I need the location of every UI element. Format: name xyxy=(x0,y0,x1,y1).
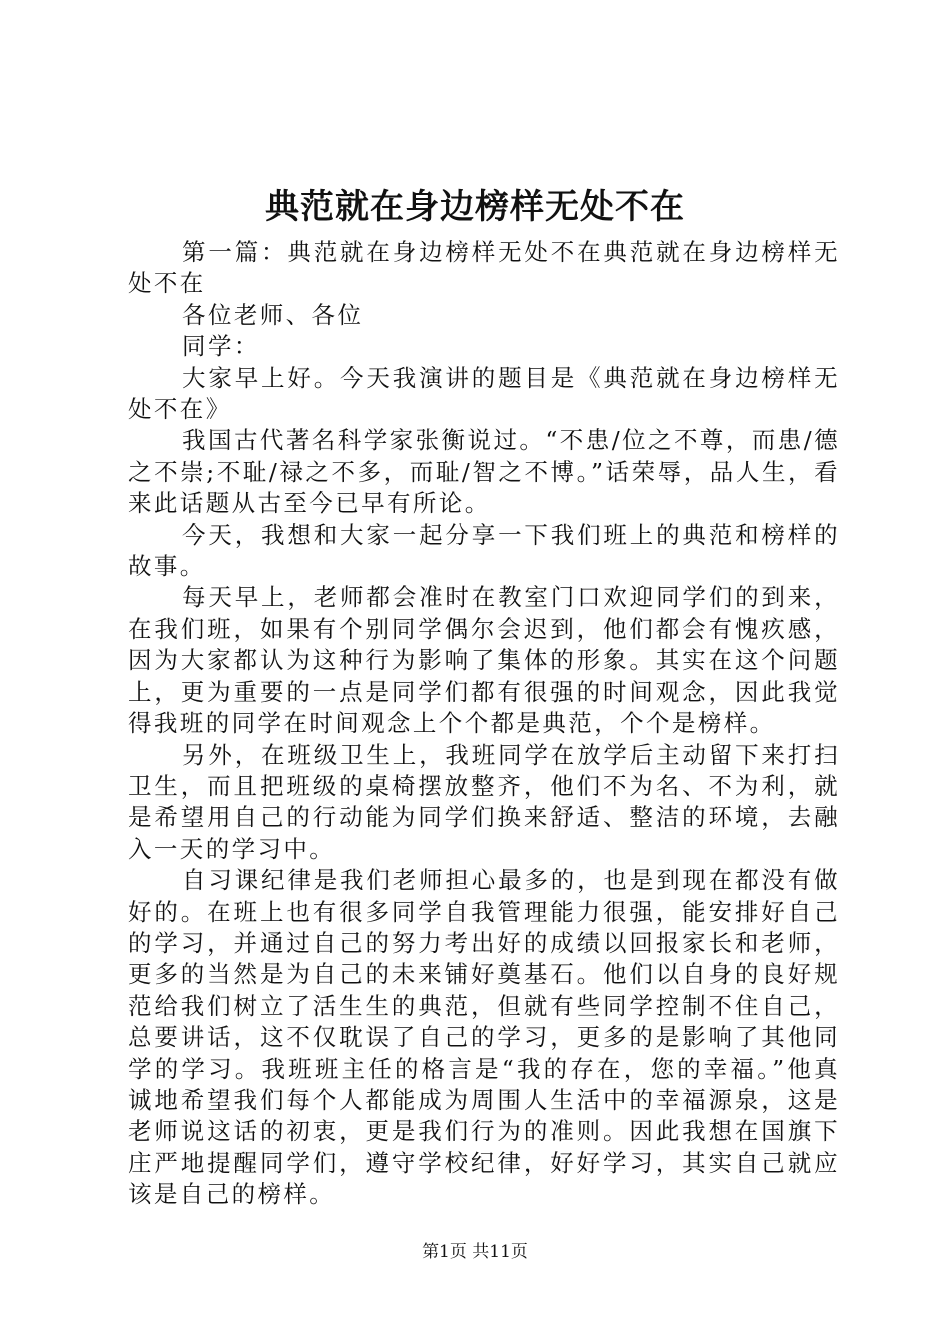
paragraph: 大家早上好。今天我演讲的题目是《典范就在身边榜样无处不在》 xyxy=(128,363,840,424)
paragraph: 第一篇：典范就在身边榜样无处不在典范就在身边榜样无处不在 xyxy=(128,238,840,298)
paragraph: 每天早上，老师都会准时在教室门口欢迎同学们的到来，在我们班，如果有个别同学偶尔会迟到，他们都会有愧疚感，因为大家都认为这种行为影响了集体的形象。其实在这个问题上，更为重要的一点是同学们都有很强的时间观念，因此我觉得我班的同学在时间观念上个个都是典范，个个是榜样。 xyxy=(128,583,840,738)
page-footer xyxy=(0,1240,950,1264)
paragraph: 同学： xyxy=(182,332,260,361)
document-title: 典范就在身边榜样无处不在 xyxy=(265,187,685,227)
paragraph: 今天，我想和大家一起分享一下我们班上的典范和榜样的故事。 xyxy=(128,520,840,581)
paragraph: 另外，在班级卫生上，我班同学在放学后主动留下来打扫卫生，而且把班级的桌椅摆放整齐，他们不为名、不为利，就是希望用自己的行动能为同学们换来舒适、整洁的环境，去融入一天的学习中。 xyxy=(128,740,840,863)
document-body xyxy=(128,237,840,1211)
paragraph: 自习课纪律是我们老师担心最多的，也是到现在都没有做好的。在班上也有很多同学自我管理能力很强，能安排好自己的学习，并通过自己的努力考出好的成绩以回报家长和老师，更多的当然是为自己的未来铺好奠基石。他们以自身的良好规范给我们树立了活生生的典范，但就有些同学控制不住自己，总要讲话，这不仅耽误了自己的学习，更多的是影响了其他同学的学习。我班班主任的格言是“我的存在，您的幸福。”他真诚地希望我们每个人都能成为周围人生活中的幸福源泉，这是老师说这话的初衷，更是我们行为的准则。因此我想在国旗下庄严地提醒同学们，遵守学校纪律，好好学习，其实自己就应该是自己的榜样。 xyxy=(128,866,840,1209)
paragraph: 我国古代著名科学家张衡说过。“不患/位之不尊，而患/德之不崇;不耻/禄之不多，而耻/智之不博。”话荣辱，品人生，看来此话题从古至今已早有所论。 xyxy=(128,426,840,518)
page-indicator: 第1页 共11页 xyxy=(422,1242,528,1262)
paragraph: 各位老师、各位 xyxy=(182,300,364,329)
